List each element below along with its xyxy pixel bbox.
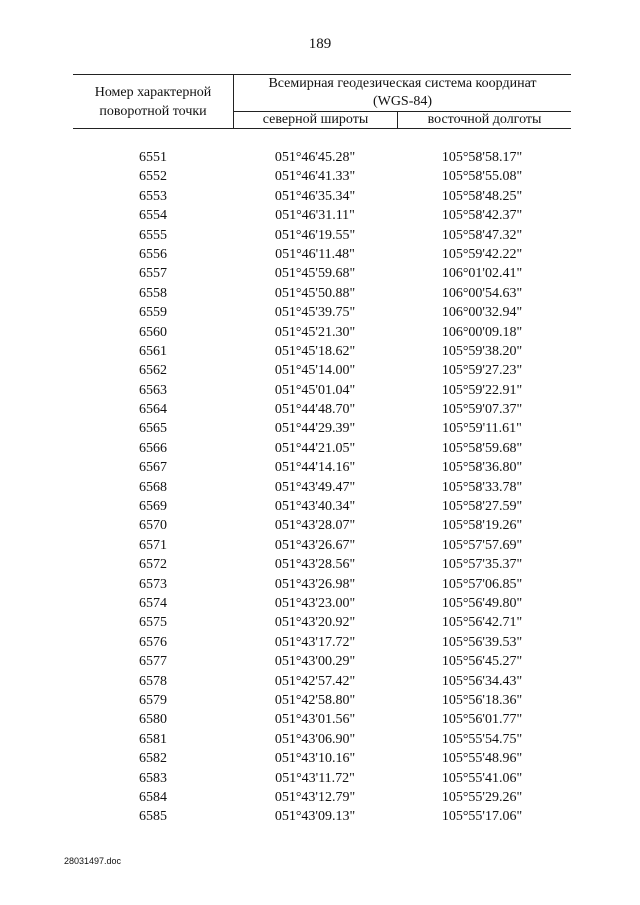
- point-number-header-line1: Номер характерной: [94, 85, 212, 100]
- longitude-cell: 105°56'34.43": [441, 673, 523, 689]
- latitude-cell: 051°43'40.34": [274, 499, 356, 515]
- latitude-cell: 051°45'18.62": [274, 343, 356, 359]
- longitude-cell: 105°59'07.37": [441, 402, 523, 418]
- point-number-cell: 6577: [139, 654, 167, 670]
- coordinate-system-line2: (WGS-84): [372, 94, 433, 109]
- point-number-cell: 6583: [139, 770, 167, 786]
- table-row: [0, 730, 640, 749]
- longitude-cell: 106°00'09.18": [441, 324, 523, 340]
- longitude-cell: 105°57'06.85": [441, 576, 523, 592]
- longitude-cell: 105°56'45.27": [441, 654, 523, 670]
- latitude-cell: 051°43'20.92": [274, 615, 356, 631]
- table-row: [0, 497, 640, 516]
- longitude-cell: 105°58'59.68": [441, 440, 523, 456]
- table-row: [0, 555, 640, 574]
- table-row: [0, 536, 640, 555]
- table-row: [0, 419, 640, 438]
- latitude-cell: 051°42'58.80": [274, 692, 356, 708]
- longitude-cell: 105°55'54.75": [441, 731, 523, 747]
- table-row: [0, 575, 640, 594]
- point-number-cell: 6557: [139, 266, 167, 282]
- latitude-cell: 051°45'50.88": [274, 285, 356, 301]
- longitude-cell: 105°57'57.69": [441, 537, 523, 553]
- point-number-cell: 6555: [139, 227, 167, 243]
- latitude-cell: 051°43'00.29": [274, 654, 356, 670]
- point-number-cell: 6572: [139, 557, 167, 573]
- table-row: [0, 323, 640, 342]
- point-number-header-line2: поворотной точки: [99, 104, 207, 119]
- longitude-cell: 106°00'32.94": [441, 305, 523, 321]
- point-number-column-header: [73, 83, 233, 121]
- latitude-cell: 051°43'26.98": [274, 576, 356, 592]
- table-row: [0, 478, 640, 497]
- latitude-cell: 051°43'26.67": [274, 537, 356, 553]
- point-number-cell: 6573: [139, 576, 167, 592]
- table-row: [0, 652, 640, 671]
- point-number-cell: 6576: [139, 634, 167, 650]
- point-number-cell: 6581: [139, 731, 167, 747]
- longitude-cell: 105°59'11.61": [442, 421, 522, 437]
- table-row: [0, 206, 640, 225]
- latitude-cell: 051°45'59.68": [274, 266, 356, 282]
- table-row: [0, 226, 640, 245]
- point-number-cell: 6578: [139, 673, 167, 689]
- table-row: [0, 439, 640, 458]
- point-number-cell: 6575: [139, 615, 167, 631]
- table-row: [0, 458, 640, 477]
- table-row: [0, 594, 640, 613]
- longitude-cell: 105°58'33.78": [441, 479, 523, 495]
- table-row: [0, 381, 640, 400]
- table-row: [0, 245, 640, 264]
- longitude-cell: 106°00'54.63": [441, 285, 523, 301]
- longitude-cell: 105°57'35.37": [441, 557, 523, 573]
- table-row: [0, 710, 640, 729]
- latitude-cell: 051°46'41.33": [274, 169, 356, 185]
- latitude-cell: 051°43'17.72": [274, 634, 356, 650]
- longitude-cell: 105°56'18.36": [441, 692, 523, 708]
- longitude-cell: 105°55'17.06": [441, 809, 523, 825]
- table-row: [0, 187, 640, 206]
- point-number-cell: 6564: [139, 402, 167, 418]
- longitude-cell: 105°55'29.26": [441, 789, 523, 805]
- latitude-cell: 051°46'45.28": [274, 150, 356, 165]
- latitude-cell: 051°44'14.16": [274, 460, 356, 476]
- table-row: [0, 342, 640, 361]
- coordinate-system-line1: Всемирная геодезическая система координат: [268, 76, 537, 91]
- latitude-cell: 051°43'10.16": [274, 751, 356, 767]
- table-row: [0, 691, 640, 710]
- table-row: [0, 672, 640, 691]
- table-row: [0, 303, 640, 322]
- longitude-cell: 105°58'42.37": [441, 208, 523, 224]
- longitude-cell: 105°58'58.17": [441, 150, 523, 165]
- table-row: [0, 516, 640, 535]
- table-row: [0, 400, 640, 419]
- table-row: [0, 167, 640, 186]
- table-row: [0, 807, 640, 826]
- table-row: [0, 148, 640, 167]
- latitude-cell: 051°44'21.05": [274, 440, 356, 456]
- latitude-cell: 051°43'28.07": [274, 518, 356, 534]
- latitude-cell: 051°45'39.75": [274, 305, 356, 321]
- longitude-cell: 105°58'27.59": [441, 499, 523, 515]
- longitude-cell: 105°58'36.80": [441, 460, 523, 476]
- latitude-cell: 051°43'23.00": [274, 595, 356, 611]
- latitude-cell: 051°46'31.11": [275, 208, 355, 224]
- point-number-cell: 6580: [139, 712, 167, 728]
- longitude-cell: 105°56'39.53": [441, 634, 523, 650]
- point-number-cell: 6567: [139, 460, 167, 476]
- longitude-cell: 105°56'01.77": [441, 712, 523, 728]
- point-number-cell: 6559: [139, 305, 167, 321]
- point-number-cell: 6560: [139, 324, 167, 340]
- point-number-cell: 6558: [139, 285, 167, 301]
- table-row: [0, 633, 640, 652]
- latitude-cell: 051°46'19.55": [274, 227, 356, 243]
- longitude-cell: 105°56'42.71": [441, 615, 523, 631]
- point-number-cell: 6552: [139, 169, 167, 185]
- point-number-cell: 6579: [139, 692, 167, 708]
- point-number-cell: 6554: [139, 208, 167, 224]
- latitude-cell: 051°45'14.00": [274, 363, 356, 379]
- header-bottom-rule: [73, 128, 571, 129]
- longitude-cell: 105°55'41.06": [441, 770, 523, 786]
- point-number-cell: 6566: [139, 440, 167, 456]
- point-number-cell: 6570: [139, 518, 167, 534]
- point-number-cell: 6571: [139, 537, 167, 553]
- point-number-cell: 6582: [139, 751, 167, 767]
- longitude-cell: 105°58'19.26": [441, 518, 523, 534]
- table-row: [0, 613, 640, 632]
- longitude-cell: 105°59'22.91": [441, 382, 523, 398]
- longitude-cell: 105°59'42.22": [441, 246, 523, 262]
- latitude-cell: 051°43'06.90": [274, 731, 356, 747]
- page-number: 189: [308, 36, 332, 52]
- point-number-cell: 6568: [139, 479, 167, 495]
- longitude-cell: 105°56'49.80": [441, 595, 523, 611]
- point-number-cell: 6562: [139, 363, 167, 379]
- longitude-cell: 105°58'47.32": [441, 227, 523, 243]
- coordinate-table-body: [0, 148, 640, 827]
- longitude-cell: 105°58'55.08": [441, 169, 523, 185]
- table-row: [0, 788, 640, 807]
- point-number-cell: 6574: [139, 595, 167, 611]
- point-number-cell: 6563: [139, 382, 167, 398]
- latitude-cell: 051°43'12.79": [274, 789, 356, 805]
- latitude-cell: 051°42'57.42": [274, 673, 356, 689]
- point-number-cell: 6551: [139, 150, 167, 165]
- latitude-cell: 051°43'09.13": [274, 809, 356, 825]
- document-filename: 28031497.doc: [64, 856, 122, 866]
- latitude-cell: 051°44'48.70": [274, 402, 356, 418]
- coordinate-system-header: [234, 75, 571, 111]
- latitude-column-header: северной широты: [262, 112, 369, 127]
- latitude-cell: 051°46'11.48": [275, 246, 355, 262]
- latitude-cell: 051°46'35.34": [274, 188, 356, 204]
- point-number-cell: 6569: [139, 499, 167, 515]
- longitude-cell: 105°58'48.25": [441, 188, 523, 204]
- longitude-cell: 105°59'38.20": [441, 343, 523, 359]
- latitude-cell: 051°43'28.56": [274, 557, 356, 573]
- latitude-cell: 051°43'49.47": [274, 479, 356, 495]
- table-row: [0, 769, 640, 788]
- latitude-cell: 051°43'11.72": [275, 770, 355, 786]
- point-number-cell: 6584: [139, 789, 167, 805]
- table-row: [0, 361, 640, 380]
- latitude-cell: 051°45'21.30": [274, 324, 356, 340]
- point-number-cell: 6556: [139, 246, 167, 262]
- longitude-cell: 106°01'02.41": [441, 266, 523, 282]
- table-row: [0, 284, 640, 303]
- latitude-cell: 051°45'01.04": [274, 382, 356, 398]
- longitude-cell: 105°55'48.96": [441, 751, 523, 767]
- table-row: [0, 264, 640, 283]
- table-row: [0, 749, 640, 768]
- longitude-cell: 105°59'27.23": [441, 363, 523, 379]
- point-number-cell: 6585: [139, 809, 167, 825]
- longitude-column-header: восточной долготы: [427, 112, 542, 127]
- point-number-cell: 6561: [139, 343, 167, 359]
- point-number-cell: 6565: [139, 421, 167, 437]
- latitude-cell: 051°43'01.56": [274, 712, 356, 728]
- point-number-cell: 6553: [139, 188, 167, 204]
- latitude-cell: 051°44'29.39": [274, 421, 356, 437]
